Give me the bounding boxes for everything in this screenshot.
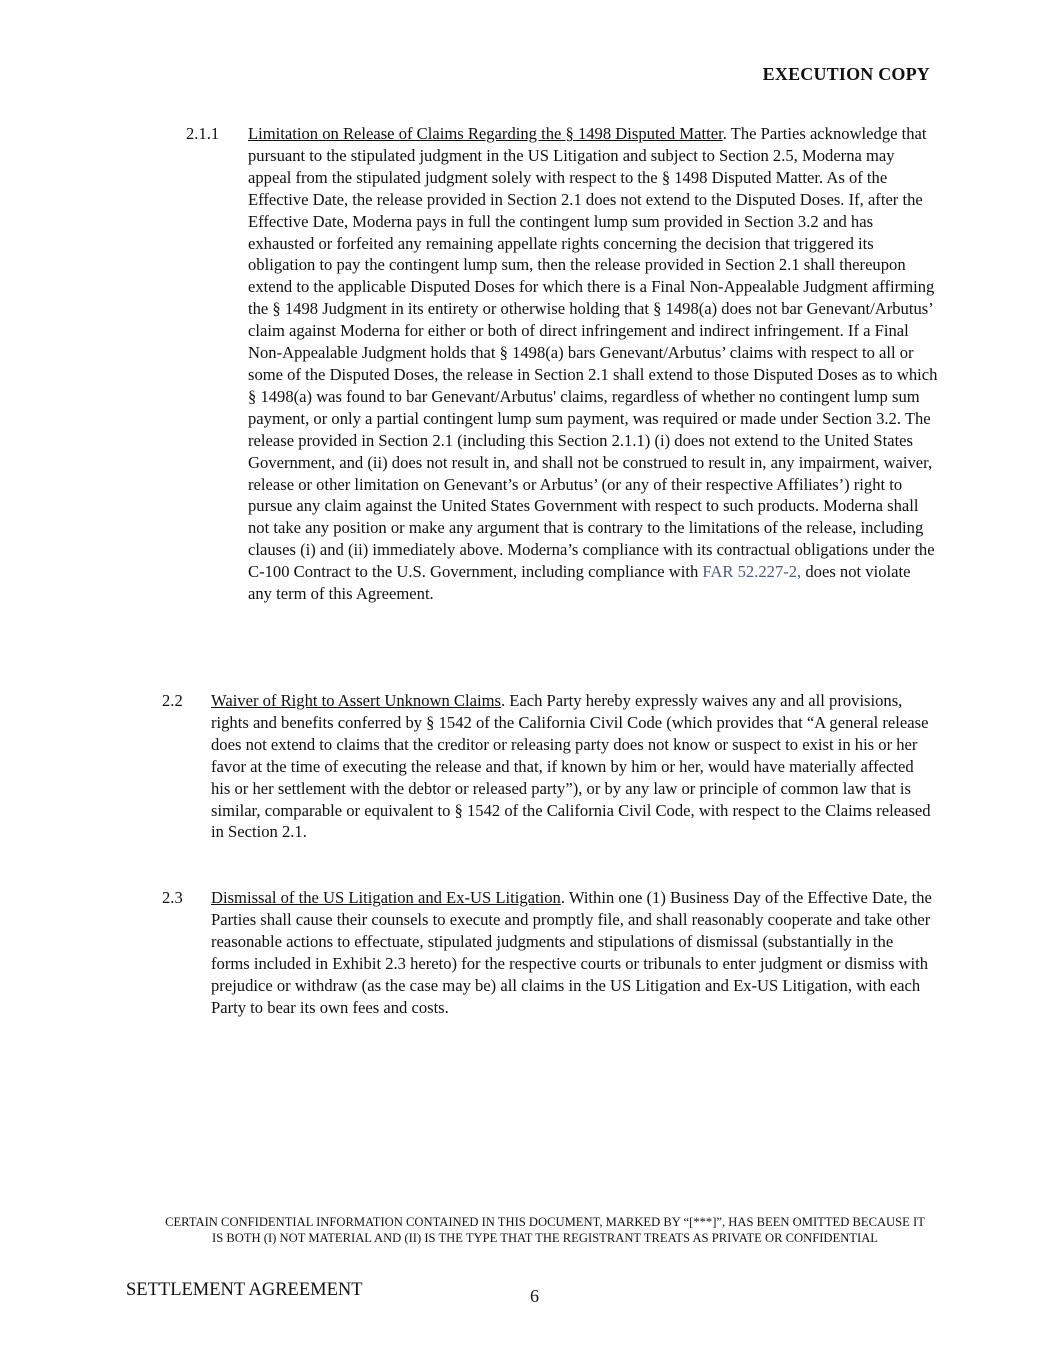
section-body: . Each Party hereby expressly waives any and all provisions, rights and benefits conferred by § 1542 of the California Civil Code (which provides that “A general release does not extend to claims that the creditor or releasing party does not know or suspect to exist in his or her favor at the time of executing the release and that, if known by him or her, would have materially affected his or her settlement with the debtor or released party”), or by any law or principle of common law that is similar, comparable or equivalent to § 1542 of the California Civil Code, with respect to the Claims released in Section 2.1.	[211, 691, 931, 842]
confidentiality-notice	[100, 1214, 990, 1246]
section-title: Waiver of Right to Assert Unknown Claims	[211, 691, 501, 710]
far-reference-link[interactable]: FAR 52.227-2,	[702, 562, 802, 582]
execution-copy-label: EXECUTION COPY	[762, 64, 930, 84]
section-number: 2.3	[162, 888, 183, 907]
confidentiality-notice-line-2: IS BOTH (I) NOT MATERIAL AND (II) IS THE TYPE THAT THE REGISTRANT TREATS AS PRIVATE OR CONFIDENTIAL	[212, 1231, 878, 1245]
page-number: 6	[530, 1286, 539, 1306]
section-body: . The Parties acknowledge that pursuant to the stipulated judgment in the US Litigation and subject to Section 2.5, Moderna may appeal from the stipulated judgment solely with respect to the § 1498 Disputed Matter. As of the Effective Date, the release provided in Section 2.1 does not extend to the Disputed Doses. If, after the Effective Date, Moderna pays in full the contingent lump sum provided in Section 3.2 and has exhausted or forfeited any remaining appellate rights concerning the decision that triggered its obligation to pay the contingent lump sum, then the release provided in Section 2.1 shall thereupon extend to the applicable Disputed Doses for which there is a Final Non-Appealable Judgment affirming the § 1498 Judgment in its entirety or otherwise holding that § 1498(a) does not bar Genevant/Arbutus’ claim against Moderna for either or both of direct infringement and indirect infringement. If a Final Non-Appealable Judgment holds that § 1498(a) bars Genevant/Arbutus’ claims with respect to all or some of the Disputed Doses, the release in Section 2.1 shall extend to those Disputed Doses as to which § 1498(a) was found to bar Genevant/Arbutus' claims, regardless of whether no contingent lump sum payment, or only a partial contingent lump sum payment, was required or made under Section 3.2. The release provided in Section 2.1 (including this Section 2.1.1) (i) does not extend to the United States Government, and (ii) does not result in, and shall not be construed to result in, any impairment, waiver, release or other limitation on Genevant’s or Arbutus’ (or any of their respective Affiliates’) right to pursue any claim against the United States Government with respect to such products. Moderna shall not take any position or make any argument that is contrary to the limitations of the release, including clauses (i) and (ii) immediately above. Moderna’s compliance with its contractual obligations under the C-100 Contract to the U.S. Government, including compliance with	[248, 124, 938, 582]
footer-document-name: SETTLEMENT AGREEMENT	[126, 1280, 363, 1300]
section-2-1-1	[186, 123, 946, 673]
section-text	[211, 690, 933, 843]
confidentiality-notice-line-1: CERTAIN CONFIDENTIAL INFORMATION CONTAINED IN THIS DOCUMENT, MARKED BY “[***]”, HAS BEEN OMITTED BECAUSE IT	[165, 1215, 925, 1229]
section-body-end: does not violate any term of this Agreement.	[248, 562, 911, 604]
section-title: Limitation on Release of Claims Regarding the § 1498 Disputed Matter	[248, 124, 723, 143]
section-text	[211, 887, 933, 1018]
section-text	[248, 123, 938, 605]
section-number: 2.2	[162, 691, 183, 710]
section-2-3	[162, 887, 942, 1047]
section-2-2	[162, 690, 942, 870]
section-body: . Within one (1) Business Day of the Effective Date, the Parties shall cause their counsels to execute and promptly file, and shall reasonably cooperate and take other reasonable actions to effectuate, stipulated judgments and stipulations of dismissal (substantially in the forms included in Exhibit 2.3 hereto) for the respective courts or tribunals to enter judgment or dismiss with prejudice or withdraw (as the case may be) all claims in the US Litigation and Ex-US Litigation, with each Party to bear its own fees and costs.	[211, 888, 932, 1017]
section-title: Dismissal of the US Litigation and Ex-US Litigation	[211, 888, 561, 907]
section-number: 2.1.1	[186, 124, 220, 143]
